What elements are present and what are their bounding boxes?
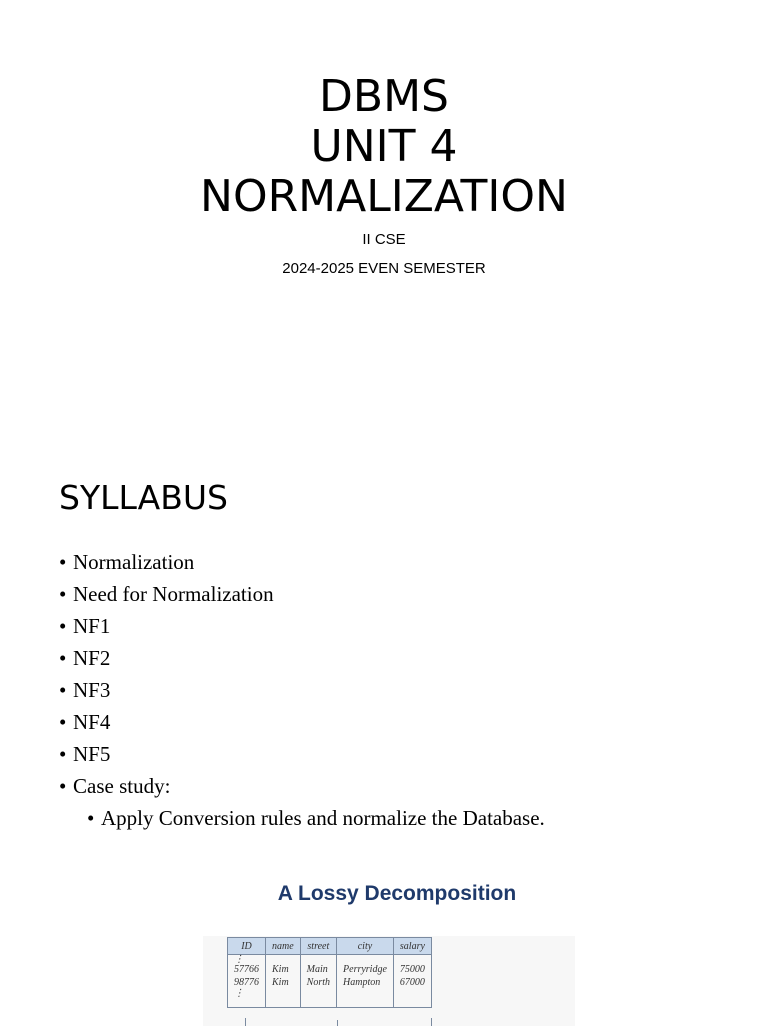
list-item: • Normalization (59, 548, 545, 580)
list-item: • NF5 (59, 740, 545, 772)
column-header: street (300, 938, 336, 955)
cell-city (337, 955, 394, 1008)
column-header: ID (228, 938, 266, 955)
ellipsis-mark: ⋮ (234, 954, 244, 965)
decomposition-connector-mark (337, 1020, 338, 1026)
syllabus-slide (0, 440, 768, 860)
cell-value: 67000 (399, 977, 425, 988)
decomposition-connector (245, 1018, 432, 1026)
cell-value: Kim (272, 964, 289, 975)
subtitle-semester: 2024-2025 EVEN SEMESTER (282, 260, 486, 277)
list-item: • Case study: (59, 772, 545, 804)
cell-value: Kim (272, 977, 289, 988)
list-item: • NF4 (59, 708, 545, 740)
cell-value: North (306, 977, 331, 988)
cell-id (228, 955, 266, 1008)
cell-value: 75000 (399, 964, 425, 975)
title-slide (0, 0, 768, 440)
ellipsis-mark: ⋮ (234, 988, 244, 999)
cell-street (300, 955, 336, 1008)
lossy-title: A Lossy Decomposition (277, 882, 517, 905)
column-header: name (266, 938, 301, 955)
table-header-row (228, 938, 432, 955)
table-row (228, 955, 432, 1008)
title-line-1: DBMS (319, 71, 449, 122)
list-item: • Need for Normalization (59, 580, 545, 612)
cell-value: Hampton (343, 977, 381, 988)
syllabus-heading: SYLLABUS (59, 478, 228, 517)
lossy-decomposition-slide (0, 860, 768, 1024)
list-subitem: • Apply Conversion rules and normalize the Database. (59, 804, 545, 834)
column-header: city (337, 938, 394, 955)
cell-value: Perryridge (343, 964, 387, 975)
list-item: • NF1 (59, 612, 545, 644)
cell-name (266, 955, 301, 1008)
cell-value: 98776 (234, 977, 259, 988)
slide-title (0, 72, 768, 222)
relation-table (227, 937, 432, 1008)
subtitle-class: II CSE (362, 231, 406, 248)
list-item: • NF3 (59, 676, 545, 708)
title-line-3: NORMALIZATION (200, 171, 568, 222)
cell-value: Main (306, 964, 328, 975)
title-line-2: UNIT 4 (310, 121, 458, 172)
column-header: salary (393, 938, 431, 955)
syllabus-list (59, 548, 545, 834)
cell-salary (393, 955, 431, 1008)
cell-value: 57766 (234, 964, 259, 975)
list-item: • NF2 (59, 644, 545, 676)
